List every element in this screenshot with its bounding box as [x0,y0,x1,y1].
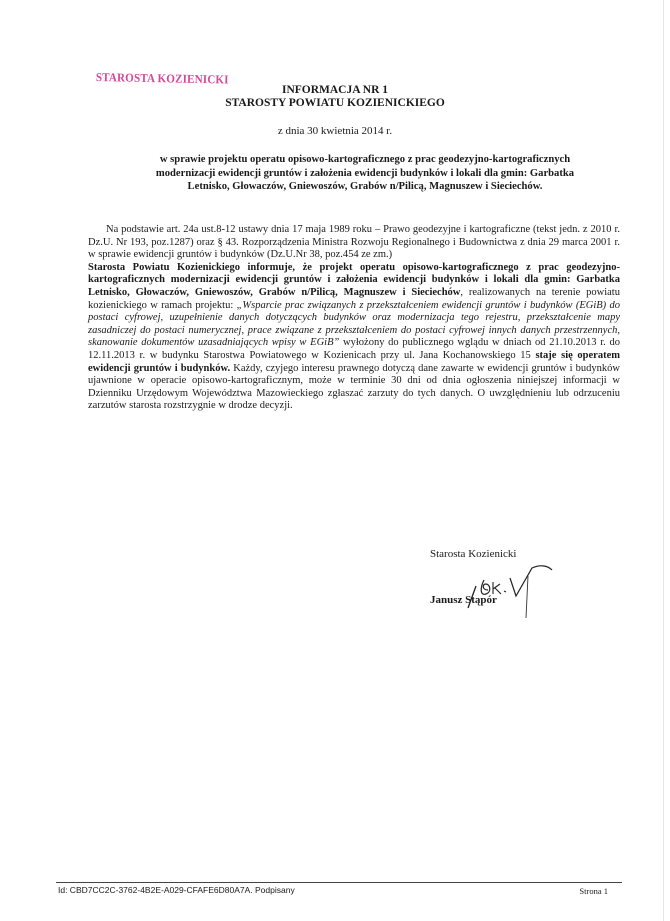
signatory-title: Starosta Kozienicki [430,548,517,560]
document-body [88,224,620,413]
scan-edge [663,0,664,921]
subject-line-2: modernizacji ewidencji gruntów i założenia ewidencji budynków i lokali dla gmin: Garbatka [155,167,575,179]
footer-document-id: Id: CBD7CC2C-3762-4B2E-A029-CFAFE6D80A7A. Podpisany [58,885,295,895]
footer-page-number: Strona 1 [579,886,608,896]
announcement-bold-status: staje się operatem ewidencji gruntów i budynków. [88,349,620,374]
legal-basis-paragraph: Na podstawie art. 24a ust.8-12 ustawy dnia 17 maja 1989 roku – Prawo geodezyjne i kartograficzne (tekst jedn. z 2010 r. Dz.U. Nr 193, poz.1287) oraz § 43. Rozporządzenia Ministra Rozwoju Regionalnego i Budownictwa z dnia 29 marca 2001 r. w sprawie ewidencji gruntów i budynków (Dz.U.Nr 38, poz.454 ze zm.) [88,224,620,261]
announcement-text-1: , realizowanych na terenie powiatu kozienickiego w ramach projektu: [88,286,620,311]
footer-divider [56,882,622,883]
document-issuer: STAROSTY POWIATU KOZIENICKIEGO [225,97,445,109]
project-title: „Wsparcie prac związanych z przekształceniem ewidencji gruntów i budynków (EGiB) do postaci cyfrowej, uzupełnienie danych dotyczących budynków oraz modernizacja tego rejestru, przekształcenie mapy zasadniczej do postaci numerycznej, prace związane z przekształceniem do postaci cyfrowej innych danych przestrzennych, skanowanie dokumentów uzasadniających wpisy w EGiB” [88,299,621,349]
document-subject [130,153,600,194]
starosta-stamp: STAROSTA KOZIENICKI [95,70,229,87]
subject-line-1: w sprawie projektu operatu opisowo-kartograficznego z prac geodezyjno-kartograficznych [159,154,571,165]
announcement-bold-intro: Starosta Powiatu Kozienickiego informuje, że projekt operatu opisowo-kartograficznego z prac geodezyjno-kartograficznych modernizacji ewidencji gruntów i założenia ewidencji budynków i lokali dla gmin: Garbatka Letnisko, Głowaczów, Gniewoszów, Grabów n/Pilicą, Magnuszew i Sieciechów [88,261,620,298]
handwritten-signature [446,558,556,618]
announcement-text-2: wyłożony do publicznego wglądu w dniach od 21.10.2013 r. do 12.11.2013 r. w budynku Starostwa Powiatowego w Kozienicach przy ul. Jana Kochanowskiego 15 [88,337,621,361]
document-title: INFORMACJA NR 1 [281,84,389,96]
signatory-name: Janusz Stąpór [430,594,497,606]
announcement-text-3: Każdy, czyjego interesu prawnego dotyczą dane zawarte w ewidencji gruntów i budynków ujawnione w operacie opisowo-kartograficznym, może w terminie 30 dni od dnia ogłoszenia niniejszej informacji w Dzienniku Urzędowym Województwa Mazowieckiego zgłaszać zarzuty do tych danych. O uwzględnieniu lub odrzuceniu zarzutów starosta rozstrzygnie w drodze decyzji. [88,362,620,412]
subject-line-3: Letnisko, Głowaczów, Gniewoszów, Grabów n/Pilicą, Magnuszew i Sieciechów. [187,181,543,192]
document-date: z dnia 30 kwietnia 2014 r. [277,125,393,137]
announcement-paragraph [88,262,620,413]
